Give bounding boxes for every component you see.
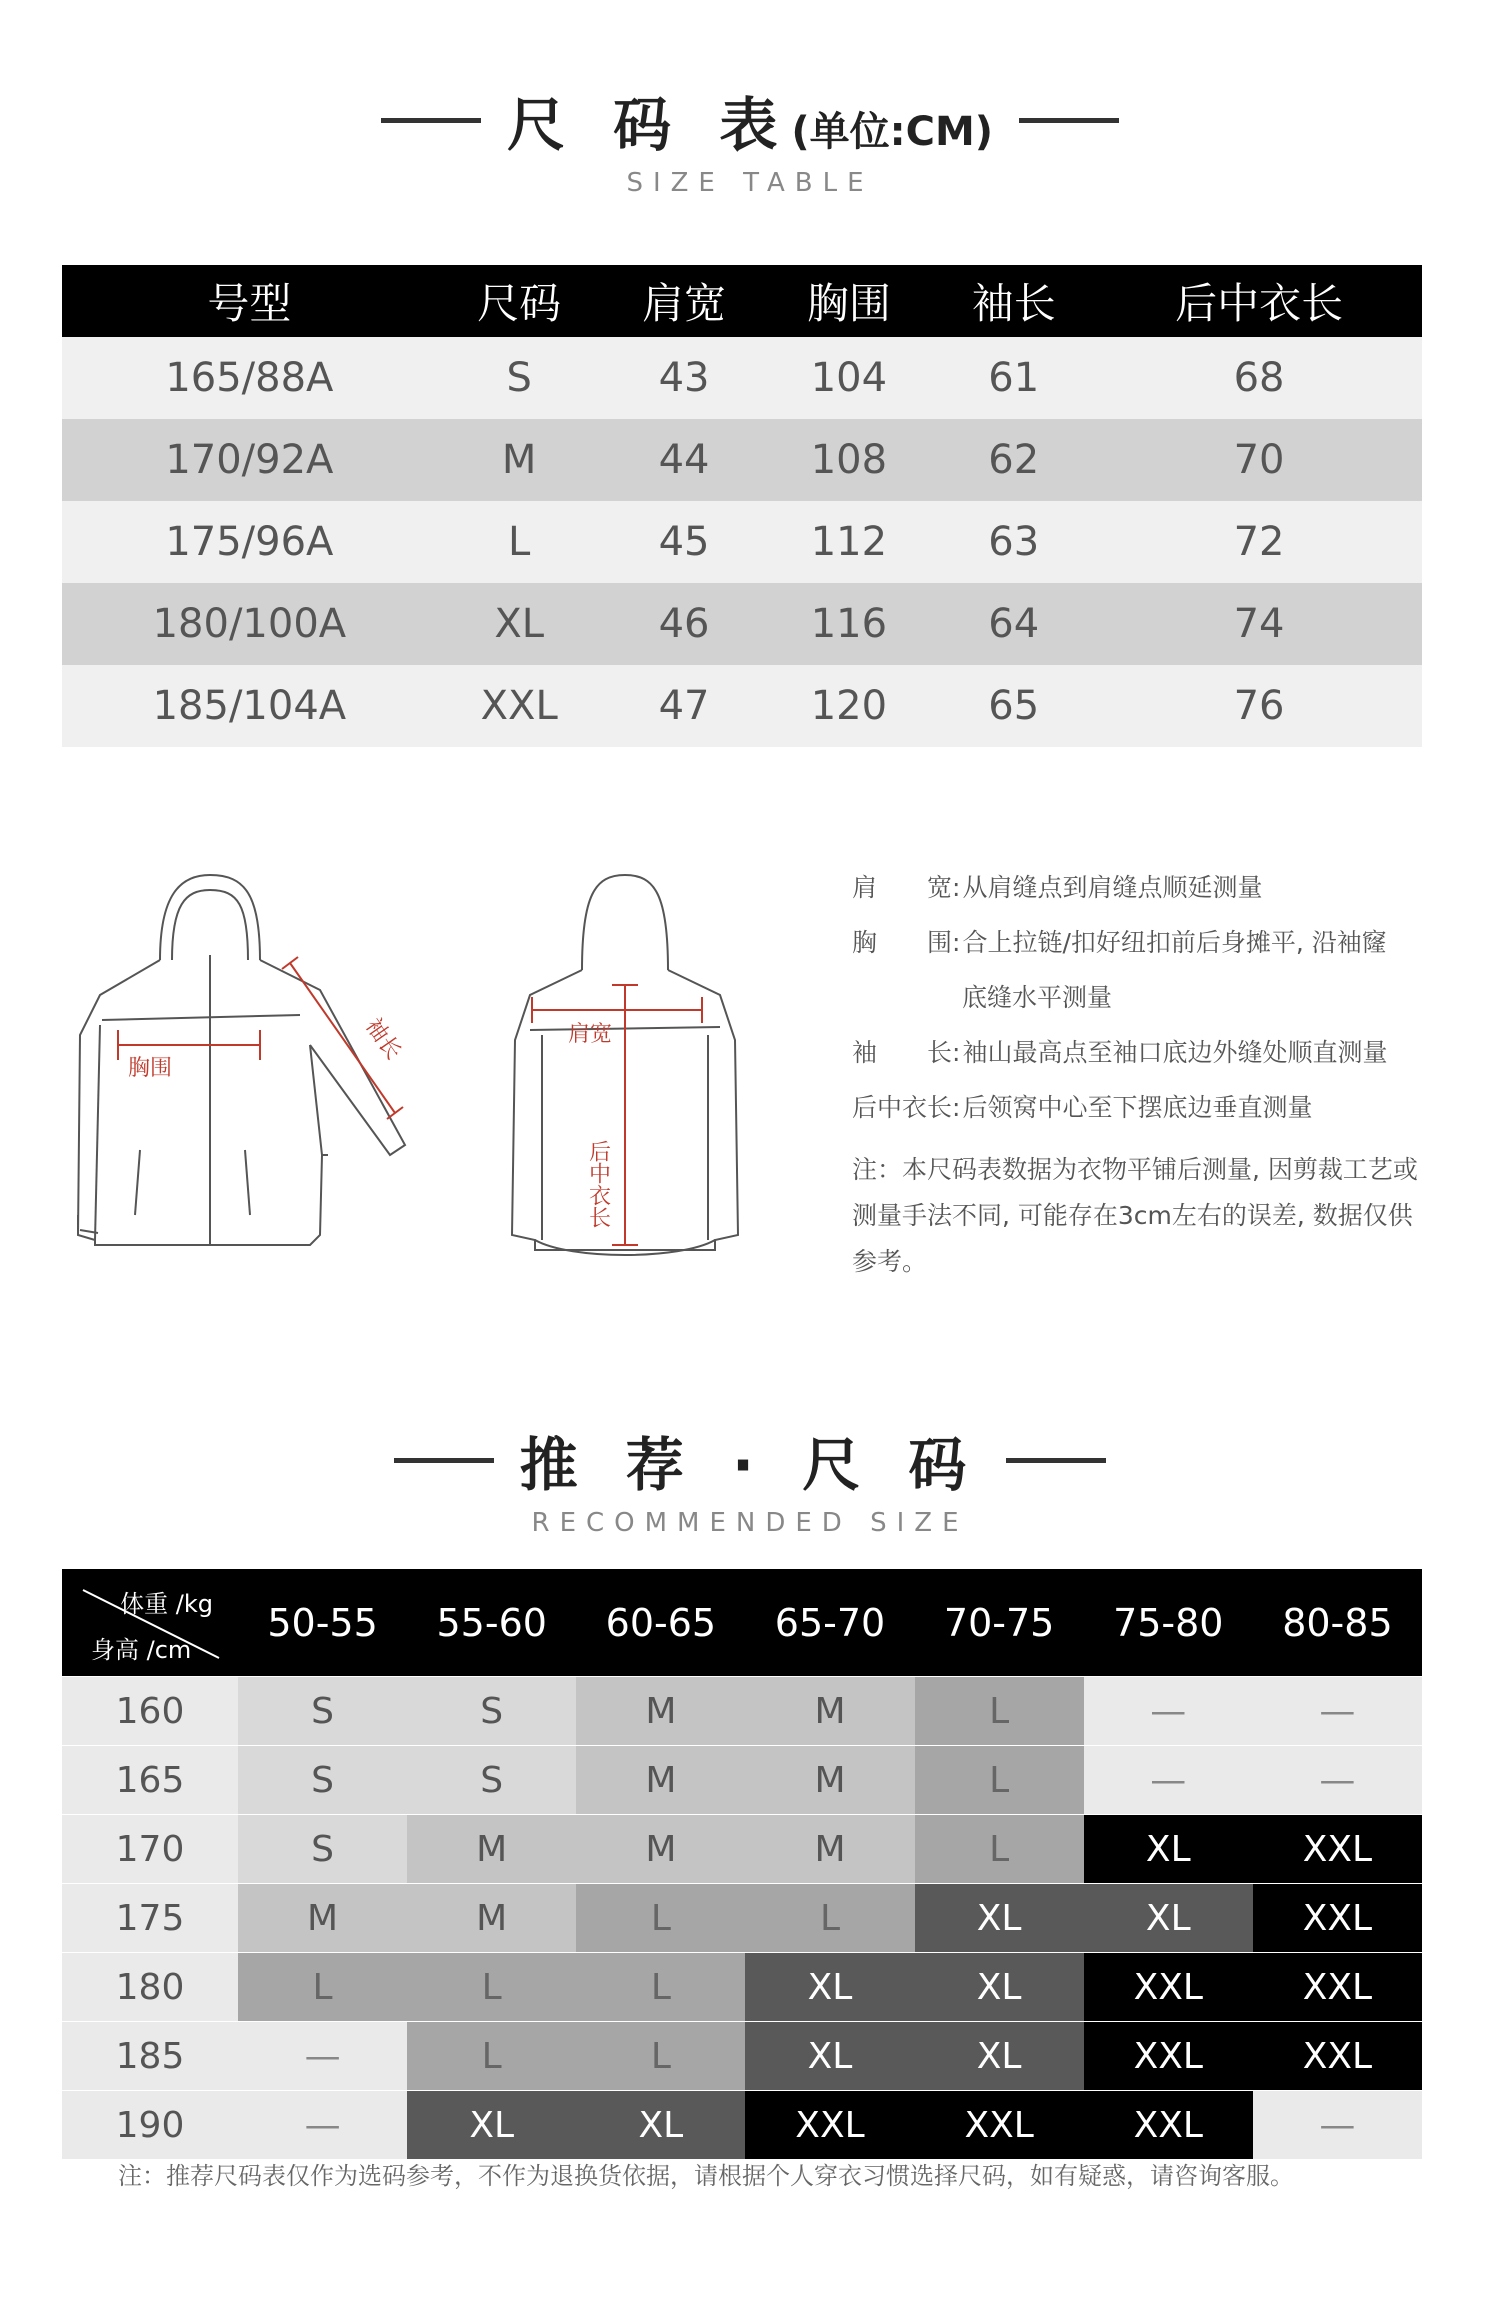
note-text: 合上拉链/扣好纽扣前后身摊平, 沿袖窿 <box>962 928 1387 957</box>
recommended-size-cell: XL <box>915 1953 1084 2022</box>
heading-line-left <box>381 118 481 123</box>
recommended-size-cell: XL <box>407 2091 576 2160</box>
size-table-header-row <box>62 265 1422 337</box>
recommended-row <box>62 1953 1422 2022</box>
size-table-cell: 185/104A <box>62 665 437 747</box>
recommended-size-cell: L <box>745 1884 914 1953</box>
shoulder-label: 肩宽 <box>568 1022 613 1047</box>
recommended-size-cell: — <box>1253 1677 1422 1746</box>
recommended-size-cell: XXL <box>1084 2091 1253 2160</box>
size-table-row <box>62 665 1422 747</box>
size-table-cell: 47 <box>602 665 767 747</box>
size-table-unit: (单位:CM) <box>791 109 994 155</box>
size-table-cell: 65 <box>931 665 1096 747</box>
recommended-size-cell: XXL <box>1253 1815 1422 1884</box>
recommended-size-cell: L <box>576 1884 745 1953</box>
measurement-disclaimer: 注：本尺码表数据为衣物平铺后测量, 因剪裁工艺或测量手法不同, 可能存在3cm左右的误差, 数据仅供参考。 <box>852 1155 1418 1276</box>
size-table-cell: 44 <box>602 419 767 501</box>
corner-height-label: 身高 /cm <box>91 1636 192 1664</box>
recommended-header-row <box>62 1569 1422 1677</box>
measurement-notes <box>852 860 1432 1285</box>
size-table-cell: 43 <box>602 337 767 419</box>
size-table-cell: 74 <box>1096 583 1422 665</box>
recommended-size-cell: S <box>407 1677 576 1746</box>
note-text: 从肩缝点到肩缝点顺延测量 <box>962 873 1263 902</box>
height-cell: 185 <box>62 2022 238 2091</box>
recommended-size-cell: M <box>745 1677 914 1746</box>
recommended-size-cell: M <box>407 1815 576 1884</box>
heading-line-right <box>1019 118 1119 123</box>
recommended-size-cell: XXL <box>1253 2022 1422 2091</box>
recommended-size-cell: M <box>576 1746 745 1815</box>
note-shoulder <box>852 860 1432 915</box>
note-sleeve <box>852 1025 1432 1080</box>
heading-line-left <box>394 1458 494 1463</box>
recommended-size-cell: S <box>407 1746 576 1815</box>
weight-header: 65-70 <box>745 1569 914 1677</box>
recommended-subtitle: RECOMMENDED SIZE <box>531 1508 969 1538</box>
recommended-size-cell: L <box>576 2022 745 2091</box>
size-table-header: 尺码 <box>437 265 602 337</box>
size-table-cell: 108 <box>766 419 931 501</box>
size-table <box>62 265 1422 747</box>
size-table-cell: XL <box>437 583 602 665</box>
weight-header: 50-55 <box>238 1569 407 1677</box>
note-back-length <box>852 1080 1432 1135</box>
size-table-heading <box>0 78 1500 198</box>
recommended-size-cell: L <box>407 2022 576 2091</box>
recommended-size-cell: L <box>915 1815 1084 1884</box>
size-table-title: 尺 码 表(单位:CM) <box>506 91 994 159</box>
corner-weight-label: 体重 /kg <box>120 1590 213 1618</box>
size-table-cell: 116 <box>766 583 931 665</box>
size-table-cell: 170/92A <box>62 419 437 501</box>
height-cell: 170 <box>62 1815 238 1884</box>
size-table-cell: S <box>437 337 602 419</box>
recommended-size-cell: M <box>407 1884 576 1953</box>
note-text: 袖山最高点至袖口底边外缝处顺直测量 <box>962 1038 1388 1067</box>
recommended-size-cell: XXL <box>1084 1953 1253 2022</box>
note-text-continued: 底缝水平测量 <box>962 983 1113 1012</box>
recommended-size-cell: XL <box>576 2091 745 2160</box>
recommended-row <box>62 1677 1422 1746</box>
height-cell: 180 <box>62 1953 238 2022</box>
recommended-size-cell: XXL <box>915 2091 1084 2160</box>
size-table-row <box>62 583 1422 665</box>
height-cell: 165 <box>62 1746 238 1815</box>
size-table-cell: 70 <box>1096 419 1422 501</box>
size-table-cell: 45 <box>602 501 767 583</box>
size-table-cell: 112 <box>766 501 931 583</box>
weight-header: 55-60 <box>407 1569 576 1677</box>
size-table-cell: L <box>437 501 602 583</box>
recommended-row <box>62 1884 1422 1953</box>
recommended-size-cell: S <box>238 1746 407 1815</box>
weight-header: 70-75 <box>915 1569 1084 1677</box>
back-length-label: 后中衣长 <box>585 1140 611 1228</box>
size-table-cell: 180/100A <box>62 583 437 665</box>
size-table-row <box>62 501 1422 583</box>
height-cell: 190 <box>62 2091 238 2160</box>
size-table-header: 肩宽 <box>602 265 767 337</box>
recommended-size-cell: L <box>407 1953 576 2022</box>
size-table-cell: XXL <box>437 665 602 747</box>
recommended-size-cell: M <box>576 1815 745 1884</box>
size-table-cell: 165/88A <box>62 337 437 419</box>
size-table-row <box>62 337 1422 419</box>
recommended-size-cell: M <box>238 1884 407 1953</box>
recommended-size-cell: XL <box>915 1884 1084 1953</box>
recommended-size-cell: M <box>576 1677 745 1746</box>
heading-line-right <box>1006 1458 1106 1463</box>
size-table-row <box>62 419 1422 501</box>
recommended-size-cell: XXL <box>1253 1884 1422 1953</box>
recommended-row <box>62 2022 1422 2091</box>
note-text: 后领窝中心至下摆底边垂直测量 <box>962 1093 1313 1122</box>
recommended-size-table <box>62 1569 1422 2159</box>
size-table-header: 后中衣长 <box>1096 265 1422 337</box>
recommended-size-cell: XXL <box>1084 2022 1253 2091</box>
size-table-cell: 175/96A <box>62 501 437 583</box>
recommended-size-cell: L <box>915 1746 1084 1815</box>
weight-header: 80-85 <box>1253 1569 1422 1677</box>
recommended-size-cell: — <box>1253 1746 1422 1815</box>
jacket-front-diagram <box>60 855 480 1275</box>
size-table-header: 胸围 <box>766 265 931 337</box>
recommended-size-cell: — <box>238 2091 407 2160</box>
recommended-footnote: 注：推荐尺码表仅作为选码参考，不作为退换货依据，请根据个人穿衣习惯选择尺码，如有疑惑，请咨询客服。 <box>118 2162 1294 2190</box>
size-table-cell: 63 <box>931 501 1096 583</box>
size-table-cell: 61 <box>931 337 1096 419</box>
size-table-cell: 64 <box>931 583 1096 665</box>
recommended-size-cell: L <box>915 1677 1084 1746</box>
chest-label: 胸围 <box>128 1056 173 1081</box>
size-table-subtitle: SIZE TABLE <box>626 168 874 198</box>
size-table-cell: 62 <box>931 419 1096 501</box>
size-table-cell: 104 <box>766 337 931 419</box>
note-label: 肩 宽: <box>852 873 961 902</box>
recommended-title: 推 荐 · 尺 码 <box>519 1431 981 1499</box>
recommended-size-cell: L <box>238 1953 407 2022</box>
recommended-size-cell: — <box>1084 1746 1253 1815</box>
recommended-size-cell: XL <box>915 2022 1084 2091</box>
size-table-header: 号型 <box>62 265 437 337</box>
weight-header: 60-65 <box>576 1569 745 1677</box>
weight-header: 75-80 <box>1084 1569 1253 1677</box>
height-cell: 175 <box>62 1884 238 1953</box>
sleeve-label: 袖长 <box>360 1014 406 1065</box>
recommended-size-cell: S <box>238 1815 407 1884</box>
recommended-size-cell: XL <box>745 1953 914 2022</box>
recommended-size-cell: XXL <box>745 2091 914 2160</box>
recommended-size-cell: — <box>238 2022 407 2091</box>
size-table-cell: 46 <box>602 583 767 665</box>
recommended-size-cell: S <box>238 1677 407 1746</box>
table-corner <box>62 1569 238 1677</box>
jacket-back-diagram <box>490 855 760 1275</box>
recommended-size-cell: XL <box>1084 1884 1253 1953</box>
size-table-cell: 72 <box>1096 501 1422 583</box>
note-label: 后中衣长: <box>852 1093 961 1122</box>
recommended-row <box>62 1815 1422 1884</box>
size-table-header: 袖长 <box>931 265 1096 337</box>
recommended-size-cell: L <box>576 1953 745 2022</box>
recommended-size-cell: XL <box>745 2022 914 2091</box>
size-table-cell: 68 <box>1096 337 1422 419</box>
recommended-size-cell: — <box>1253 2091 1422 2160</box>
recommended-size-cell: — <box>1084 1677 1253 1746</box>
recommended-row <box>62 1746 1422 1815</box>
recommended-size-cell: XXL <box>1253 1953 1422 2022</box>
note-label: 胸 围: <box>852 928 961 957</box>
recommended-size-cell: M <box>745 1746 914 1815</box>
recommended-heading <box>0 1418 1500 1538</box>
recommended-row <box>62 2091 1422 2160</box>
note-label: 袖 长: <box>852 1038 961 1067</box>
recommended-size-cell: XL <box>1084 1815 1253 1884</box>
size-table-cell: M <box>437 419 602 501</box>
height-cell: 160 <box>62 1677 238 1746</box>
recommended-size-cell: M <box>745 1815 914 1884</box>
size-table-cell: 120 <box>766 665 931 747</box>
size-table-cell: 76 <box>1096 665 1422 747</box>
note-chest <box>852 915 1432 970</box>
